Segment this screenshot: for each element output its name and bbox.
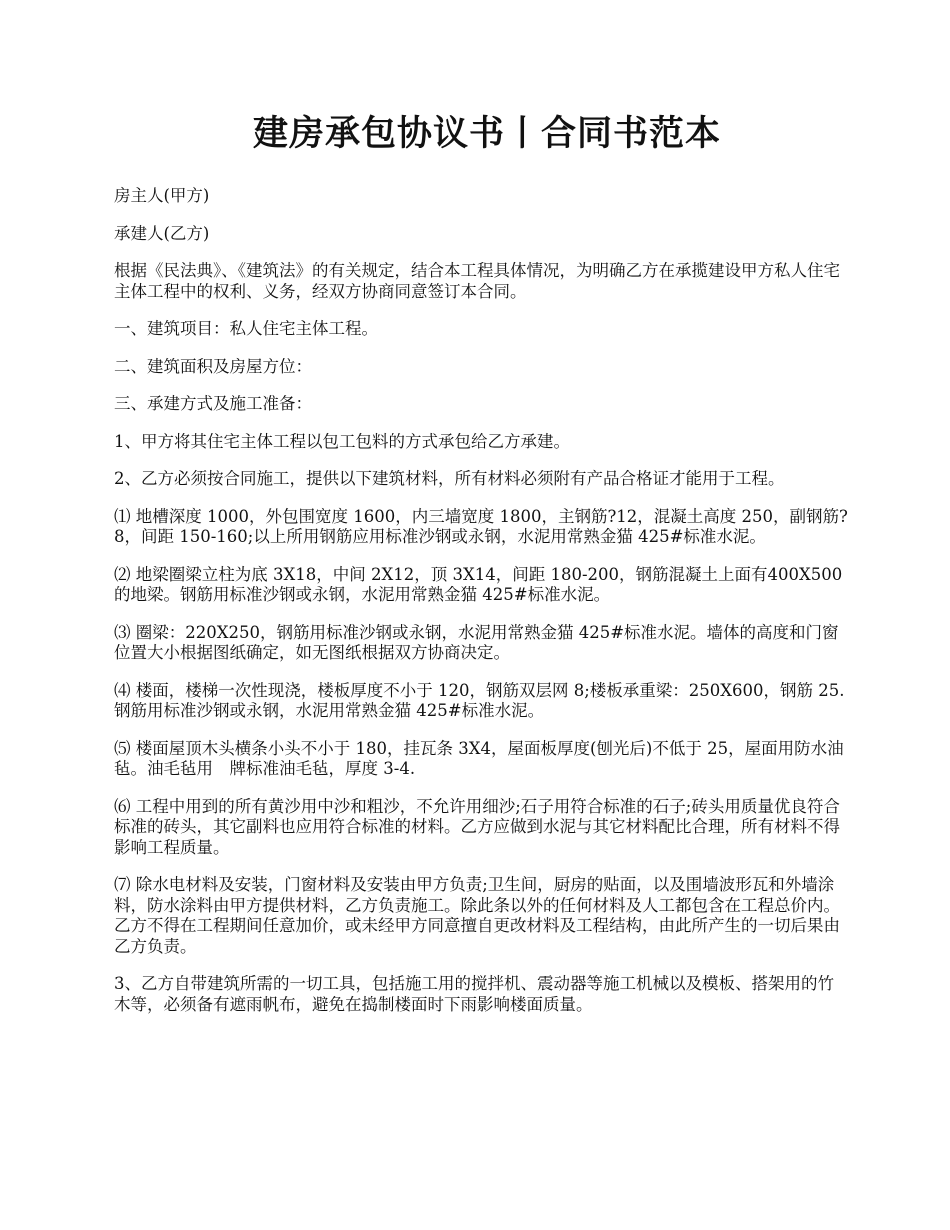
party-b-line: 承建人(乙方) (114, 223, 210, 243)
clause-2: 2、乙方必须按合同施工，提供以下建筑材料，所有材料必须附有产品合格证才能用于工程。 (114, 469, 785, 488)
material-item-6: ⑹ 工程中用到的所有黄沙用中沙和粗沙，不允许用细沙;石子用符合标准的石子;砖头用质量优良符合标准的砖头，其它副料也应用符合标准的材料。乙方应做到水泥与其它材料配比合理，所有材料不得影响工程质量。 (114, 796, 840, 857)
section-3-heading: 三、承建方式及施工准备： (114, 394, 312, 413)
preamble-paragraph: 根据《民法典》、《建筑法》的有关规定，结合本工程具体情况，为明确乙方在承揽建设甲方私人住宅主体工程中的权利、义务，经双方协商同意签订本合同。 (114, 261, 840, 301)
clause-3: 3、乙方自带建筑所需的一切工具，包括施工用的搅拌机、震动器等施工机械以及模板、搭架用的竹木等，必须备有遮雨帆布，避免在捣制楼面时下雨影响楼面质量。 (114, 974, 834, 1014)
material-item-4: ⑷ 楼面，楼梯一次性现浇，楼板厚度不小于 120，钢筋双层网 8;楼板承重梁：250X600，钢筋 25.钢筋用标准沙钢或永钢，水泥用常熟金猫 425#标准水泥。 (114, 680, 845, 720)
material-item-5: ⑸ 楼面屋顶木头横条小头不小于 180，挂瓦条 3X4，屋面板厚度(刨光后)不低于 25，屋面用防水油毡。油毛毡用 牌标准油毛毡，厚度 3-4. (114, 738, 844, 778)
material-item-2: ⑵ 地梁圈梁立柱为底 3X18，中间 2X12，顶 3X14，间距 180-200，钢筋混凝土上面有400X500 的地梁。钢筋用标准沙钢或永钢，水泥用常熟金猫 425#标准水泥。 (114, 564, 843, 604)
material-item-1: ⑴ 地槽深度 1000，外包围宽度 1600，内三墙宽度 1800，主钢筋?12，混凝土高度 250，副钢筋?8，间距 150-160;以上所用钢筋应用标准沙钢或永钢，水泥用常熟金猫 425#标准水泥。 (114, 506, 848, 546)
document-title: 建房承包协议书丨合同书范本 (252, 113, 721, 154)
section-1-heading: 一、建筑项目：私人住宅主体工程。 (114, 319, 378, 338)
material-item-3: ⑶ 圈梁：220X250，钢筋用标准沙钢或永钢，水泥用常熟金猫 425#标准水泥。墙体的高度和门窗位置大小根据图纸确定，如无图纸根据双方协商决定。 (114, 622, 839, 662)
material-item-7: ⑺ 除水电材料及安装，门窗材料及安装由甲方负责;卫生间，厨房的贴面，以及围墙波形瓦和外墙涂料，防水涂料由甲方提供材料，乙方负责施工。除此条以外的任何材料及人工都包含在工程总价内。乙方不得在工程期间任意加价，或未经甲方同意擅自更改材料及工程结构，由此所产生的一切后果由乙方负责。 (114, 875, 840, 956)
section-2-heading: 二、建筑面积及房屋方位： (114, 356, 312, 376)
party-a-line: 房主人(甲方) (114, 186, 210, 205)
clause-1: 1、甲方将其住宅主体工程以包工包料的方式承包给乙方承建。 (114, 431, 570, 451)
